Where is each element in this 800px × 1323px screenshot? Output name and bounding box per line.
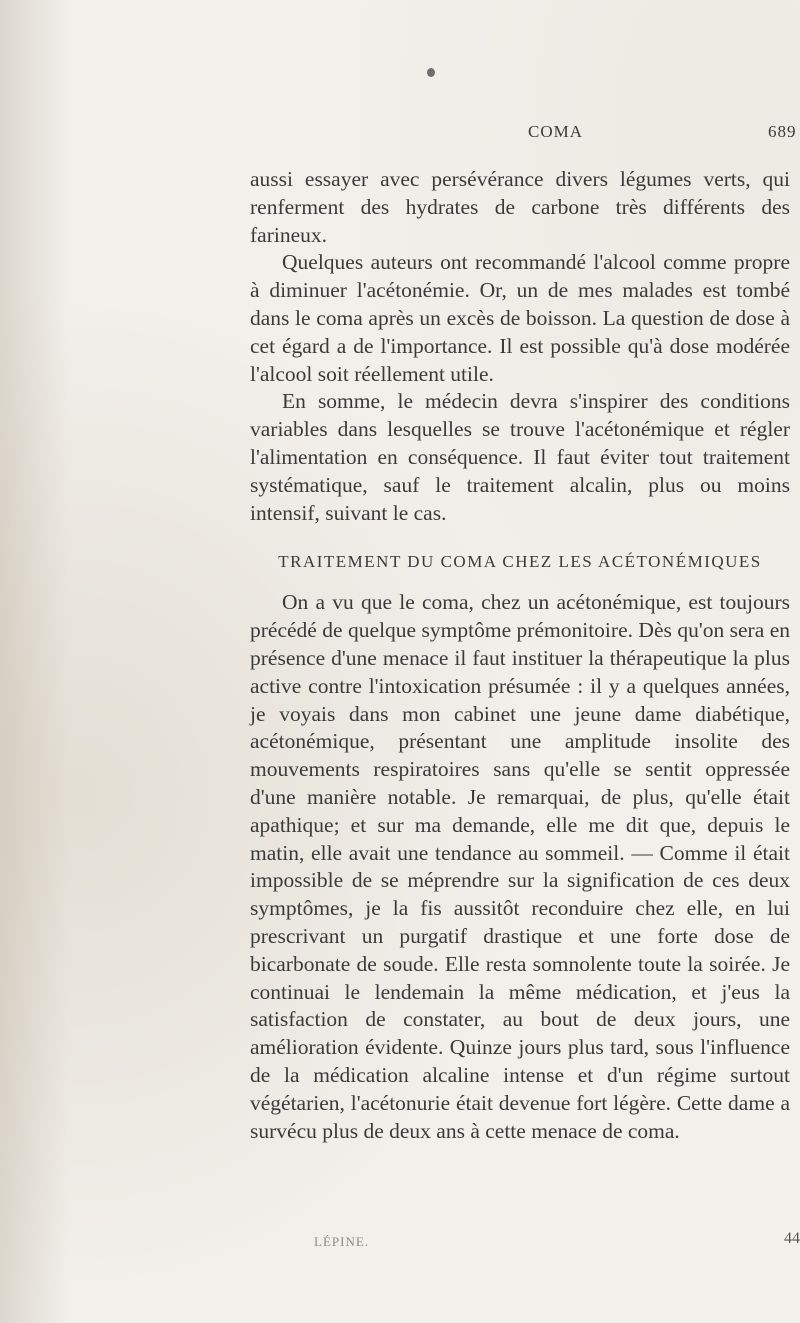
printer-signature xyxy=(314,1230,800,1254)
body-text xyxy=(250,166,790,1145)
ink-spot xyxy=(427,68,435,77)
signature-text: LÉPINE. xyxy=(314,1234,370,1249)
paragraph: On a vu que le coma, chez un acétonémique, est toujours précédé de quelque symptôme prémonitoire. Dès qu'on sera en présence d'une menace il faut instituer la thérapeutique la plus active contre l'intoxication présumée : il y a quelques années, je voyais dans mon cabinet une jeune dame diabétique, acétonémique, présentant une amplitude insolite des mouvements respiratoires sans qu'elle se sentit oppressée d'une manière notable. Je remarquai, de plus, qu'elle était apathique; et sur ma demande, elle me dit que, depuis le matin, elle avait une tendance au sommeil. — Comme il était impossible de se méprendre sur la signification de ces deux symptômes, je la fis aussitôt reconduire chez elle, en lui prescrivant un purgatif drastique et une forte dose de bicarbonate de soude. Elle resta somnolente toute la soirée. Je continuai le lendemain la même médication, et j'eus la satisfaction de constater, au bout de deux jours, une amélioration évidente. Quinze jours plus tard, sous l'influence de la médication alcaline intense et d'un régime surtout végétarien, l'acétonurie était devenue fort légère. Cette dame a survécu plus de deux ans à cette menace de coma. xyxy=(250,590,790,1143)
section-heading: TRAITEMENT DU COMA CHEZ LES ACÉTONÉMIQUES xyxy=(278,552,762,572)
running-title: COMA xyxy=(528,122,584,141)
running-head xyxy=(258,122,798,146)
page-number: 689 xyxy=(768,122,797,141)
paragraph: Quelques auteurs ont recommandé l'alcool comme propre à diminuer l'acétonémie. Or, un de mes malades est tombé dans le coma après un excès de boisson. La question de dose à cet égard a de l'importance. Il est possible qu'à dose modérée l'alcool soit réellement utile. xyxy=(250,250,790,386)
paragraph: En somme, le médecin devra s'inspirer des conditions variables dans lesquelles se trouve l'acétonémique et régler l'alimentation en conséquence. Il faut éviter tout traitement systématique, sauf le traitement alcalin, plus ou moins intensif, suivant le cas. xyxy=(250,389,790,525)
page-gutter-shadow xyxy=(0,0,70,1323)
signature-mark: 44 xyxy=(784,1230,800,1247)
paragraph: aussi essayer avec persévérance divers légumes verts, qui renferment des hydrates de carbone très différents des farineux. xyxy=(250,167,790,247)
